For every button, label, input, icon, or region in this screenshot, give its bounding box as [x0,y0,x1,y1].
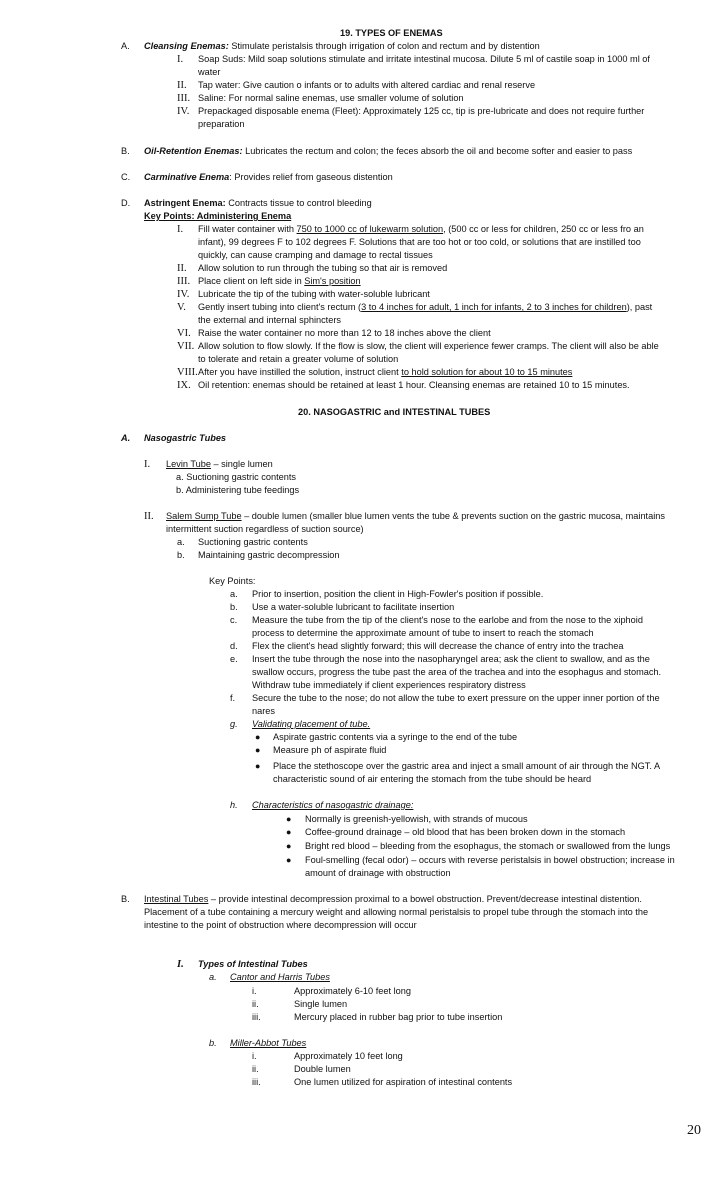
list-item-cont: swallow occurs, progress the tube past the area of the trachea and into the esophagus and stomach. [252,667,662,677]
list-item [198,275,361,288]
list-item: Suctioning gastric contents [198,537,308,547]
list-marker: i. [252,1051,257,1061]
text: After you have instilled the solution, instruct client [198,367,402,377]
list-marker: a. [177,537,185,547]
list-item: Tap water: Give caution o infants or to adults with altered cardiac and renal reserve [198,80,536,90]
bullet-icon: ● [286,855,292,865]
list-marker: II. [177,263,187,274]
underlined-text: 3 to 4 inches for adult, 1 inch for infants, 2 to 3 inches for children [361,302,627,312]
list-marker: b. [209,1038,217,1048]
bullet-icon: ● [255,745,261,755]
list-marker: III. [177,276,191,287]
section-19-title: 19. TYPES OF ENEMAS [340,28,443,38]
term: Cleansing Enemas: [144,41,229,51]
list-item: Raise the water container no more than 12 to 18 inches above the client [198,328,491,338]
underlined-text: 750 to 1000 cc of lukewarm solution [296,224,444,234]
list-item: One lumen utilized for aspiration of intestinal contents [294,1077,513,1087]
list-marker: C. [121,172,131,182]
list-item: Double lumen [294,1064,351,1074]
list-item: b. Administering tube feedings [176,485,300,495]
oil-retention-enemas [144,145,632,158]
list-item-cont: amount of drainage with obstruction [305,868,451,878]
underlined-text: to hold solution for about 10 to 15 minutes [401,367,573,377]
list-item: Insert the tube through the nose into the nasopharyngel area; ask the client to swallow, and as the [252,654,650,664]
list-marker: VII. [177,341,195,352]
text: Place client on left side in [198,276,305,286]
list-marker: IX. [177,380,191,391]
list-marker: a. [209,972,217,982]
list-item-cont: water [198,67,221,77]
list-item: a. Suctioning gastric contents [176,472,297,482]
bullet-icon: ● [286,841,292,851]
list-item: Allow solution to flow slowly. If the flow is slow, the client will experience fewer cramps. The client will also be able [198,341,659,351]
list-item: Oil retention: enemas should be retained at least 1 hour. Cleansing enemas are retained 10 to 15 minutes. [198,380,630,390]
term: Intestinal Tubes [144,894,209,904]
list-item-cont: Placement of a tube containing a mercury weight and allowing normal peristalsis to propel tube through the stomach into the [144,907,649,917]
list-item: Measure the tube from the tip of the client's nose to the earlobe and from the nose to the xiphoid [252,615,643,625]
list-marker: iii. [252,1012,261,1022]
list-marker: D. [121,198,131,208]
carminative-enema [144,171,393,184]
list-marker: ii. [252,999,259,1009]
bullet-icon: ● [286,827,292,837]
bullet-icon: ● [255,761,261,771]
list-item: Prior to insertion, position the client in High-Fowler's position if possible. [252,589,544,599]
text: , (500 cc or less for children, 250 cc or less fro an [443,224,644,234]
list-item-cont: the external and internal sphincters [198,315,342,325]
list-marker: VIII. [177,367,198,378]
bullet-icon: ● [286,814,292,824]
list-marker: I. [177,54,184,65]
text: Gently insert tubing into client's rectum ( [198,302,362,312]
list-marker: b. [230,602,238,612]
list-item: Approximately 6-10 feet long [294,986,411,996]
list-marker: h. [230,800,238,810]
drainage-characteristics-heading: Characteristics of nasogastric drainage: [252,800,414,810]
list-item: Flex the client's head slightly forward; this will decrease the chance of entry into the trachea [252,641,624,651]
list-marker: A. [121,41,130,51]
list-marker: VI. [177,328,191,339]
list-item: Approximately 10 feet long [294,1051,403,1061]
list-marker: IV. [177,106,190,117]
list-item: Use a water-soluble lubricant to facilitate insertion [252,602,455,612]
list-item: Maintaining gastric decompression [198,550,340,560]
list-item-cont: nares [252,706,275,716]
list-item-cont: infant), 99 degrees F to 102 degrees F. Solutions that are too hot or too cold, or solutions that are instilled too [198,237,641,247]
text: Fill water container with [198,224,297,234]
term: Astringent Enema: [144,198,226,208]
text: ), past [626,302,653,312]
list-item-cont: quickly, can cause cramping and damage to rectal tissues [198,250,433,260]
cleansing-enemas [144,40,540,53]
list-marker: V. [177,302,186,313]
term: Salem Sump Tube [166,511,242,521]
underlined-text: Sim's position [304,276,361,286]
list-item: Foul-smelling (fecal odor) – occurs with reverse peristalsis in bowel obstruction; increase in [305,855,675,865]
key-points-heading: Key Points: Administering Enema [144,211,292,221]
list-marker: b. [177,550,185,560]
page-number: 20 [687,1123,701,1138]
list-item-cont: Withdraw tube immediately if client experiences respiratory distress [252,680,526,690]
list-marker: i. [252,986,257,996]
list-marker: A. [121,433,131,443]
list-marker: e. [230,654,238,664]
list-marker: I. [177,224,184,235]
salem-sump-tube [166,510,665,523]
list-item [198,301,652,314]
list-marker: B. [121,894,130,904]
list-item-cont: to tolerate and retain a greater volume of solution [198,354,399,364]
list-item: Aspirate gastric contents via a syringe to the end of the tube [273,732,518,742]
miller-abbot-heading: Miller-Abbot Tubes [230,1038,307,1048]
term: Oil-Retention Enemas: [144,146,243,156]
definition: : Provides relief from gaseous distention [229,172,393,182]
definition: Contracts tissue to control bleeding [225,198,372,208]
definition: – double lumen (smaller blue lumen vents the tube & prevents suction on the gastric mucosa, maintains [241,511,665,521]
astringent-enema [144,197,372,210]
term: Carminative Enema [144,172,230,182]
definition: – single lumen [210,459,273,469]
list-item: Measure ph of aspirate fluid [273,745,387,755]
list-item: Soap Suds: Mild soap solutions stimulate and irritate intestinal mucosa. Dilute 5 ml of castile soap in 1000 ml of [198,54,650,64]
list-marker: a. [230,589,238,599]
list-item-cont: preparation [198,119,245,129]
intestinal-tubes [144,893,642,906]
list-marker: c. [230,615,238,625]
list-marker: I. [144,459,151,470]
bullet-icon: ● [255,732,261,742]
list-item [198,223,644,236]
validating-placement-heading: Validating placement of tube. [252,719,371,729]
list-item: Mercury placed in rubber bag prior to tube insertion [294,1012,503,1022]
list-item: Saline: For normal saline enemas, use smaller volume of solution [198,93,464,103]
term: Levin Tube [166,459,211,469]
list-marker: d. [230,641,238,651]
list-item-cont: intermittent suction regardless of suction source) [166,524,364,534]
list-item [198,366,572,379]
list-item: Normally is greenish-yellowish, with strands of mucous [305,814,528,824]
list-item: Coffee-ground drainage – old blood that has been broken down in the stomach [305,827,626,837]
list-marker: II. [177,80,187,91]
list-marker: I. [177,959,184,970]
list-item-cont: intestine to the point of obstruction where decompression will occur [144,920,417,930]
definition: – provide intestinal decompression proximal to a bowel obstruction. Prevent/decrease intestinal distention. [208,894,642,904]
list-item: Allow solution to run through the tubing so that air is removed [198,263,448,273]
list-item: Lubricate the tip of the tubing with water-soluble lubricant [198,289,430,299]
list-marker: B. [121,146,130,156]
list-marker: IV. [177,289,190,300]
list-item: Prepackaged disposable enema (Fleet): Approximately 125 cc, tip is pre-lubricate and does not require further [198,106,645,116]
list-item: Secure the tube to the nose; do not allow the tube to exert pressure on the upper inner portion of the [252,693,660,703]
list-marker: iii. [252,1077,261,1087]
key-points-label: Key Points: [209,576,256,586]
types-of-intestinal-tubes-heading: Types of Intestinal Tubes [198,959,308,969]
list-marker: g. [230,719,238,729]
list-item-cont: process to determine the approximate amount of tube to insert to reach the stomach [252,628,594,638]
list-marker: ii. [252,1064,259,1074]
list-marker: f. [230,693,236,703]
list-item: Bright red blood – bleeding from the esophagus, the stomach or swallowed from the lungs [305,841,671,851]
section-20-title: 20. NASOGASTRIC and INTESTINAL TUBES [298,407,491,417]
definition: Stimulate peristalsis through irrigation of colon and rectum and by distention [228,41,540,51]
list-item: Place the stethoscope over the gastric area and inject a small amount of air through the NGT. A [273,761,661,771]
nasogastric-tubes-heading: Nasogastric Tubes [144,433,227,443]
cantor-harris-heading: Cantor and Harris Tubes [230,972,330,982]
definition: Lubricates the rectum and colon; the feces absorb the oil and become softer and easier to pass [242,146,633,156]
list-marker: II. [144,511,154,522]
list-item: Single lumen [294,999,348,1009]
list-item-cont: characteristic sound of air entering the stomach from the tube should be heard [273,774,592,784]
list-marker: III. [177,93,191,104]
levin-tube [166,458,273,471]
